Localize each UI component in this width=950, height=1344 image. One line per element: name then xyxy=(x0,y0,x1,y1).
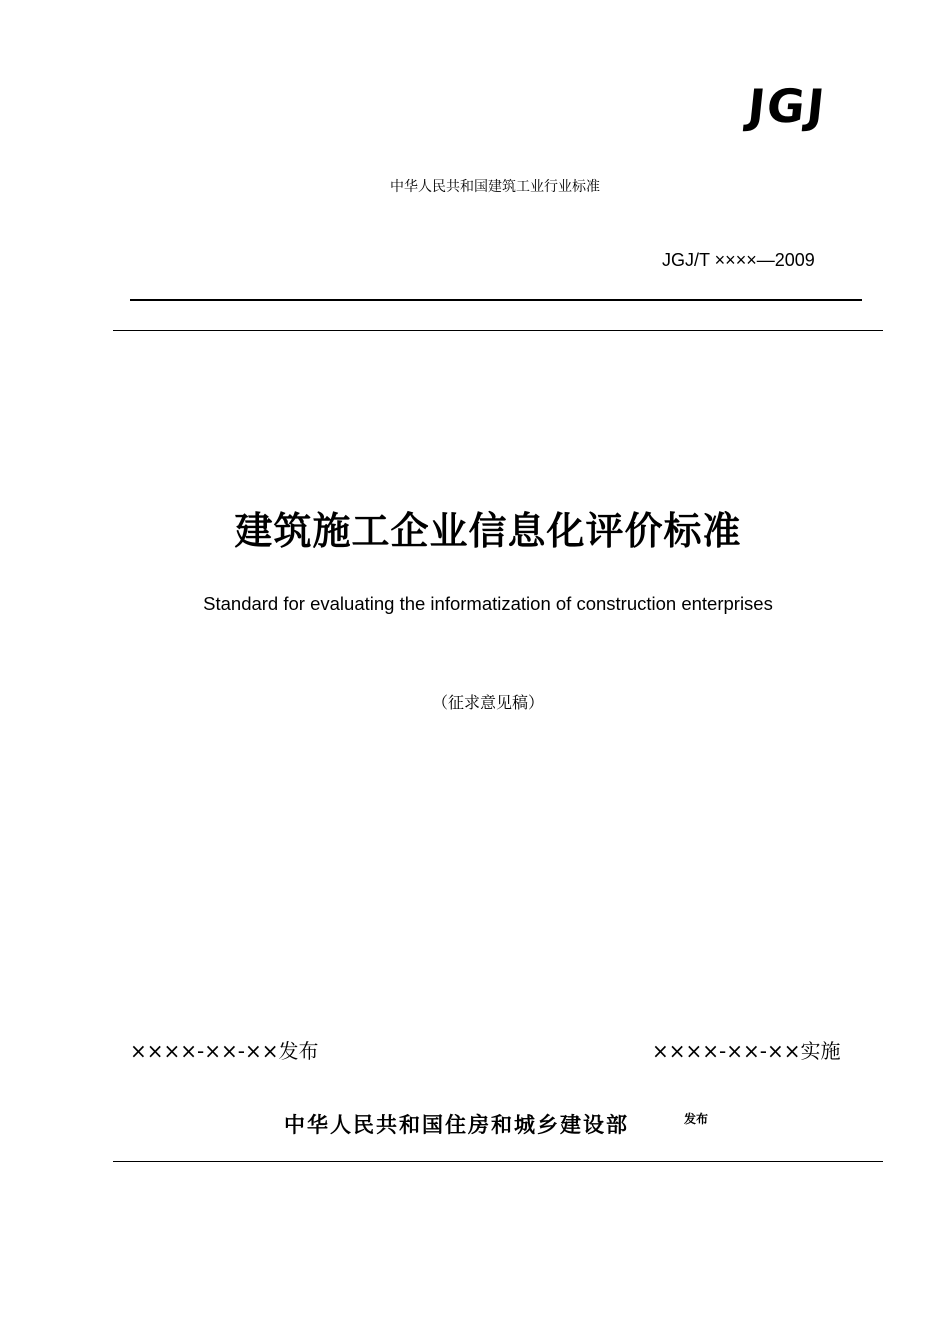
header-rule-thin xyxy=(113,330,883,331)
document-title-english: Standard for evaluating the informatization of construction enterprises xyxy=(203,593,773,614)
header-rule-thick xyxy=(130,299,862,301)
industry-standard-label: 中华人民共和国建筑工业行业标准 xyxy=(390,179,600,195)
publish-mark: 发布 xyxy=(684,1112,709,1126)
footer-rule xyxy=(113,1161,883,1162)
issue-date: ××××-××-××发布 xyxy=(130,1039,319,1063)
draft-status-label: （征求意见稿） xyxy=(431,693,544,712)
document-title-chinese: 建筑施工企业信息化评价标准 xyxy=(234,509,742,553)
standard-number: JGJ/T ××××—2009 xyxy=(662,250,815,270)
implementation-date: ××××-××-××实施 xyxy=(652,1039,841,1063)
jgj-logo: JGJ xyxy=(745,79,829,133)
issuing-authority: 中华人民共和国住房和城乡建设部 xyxy=(284,1113,629,1137)
